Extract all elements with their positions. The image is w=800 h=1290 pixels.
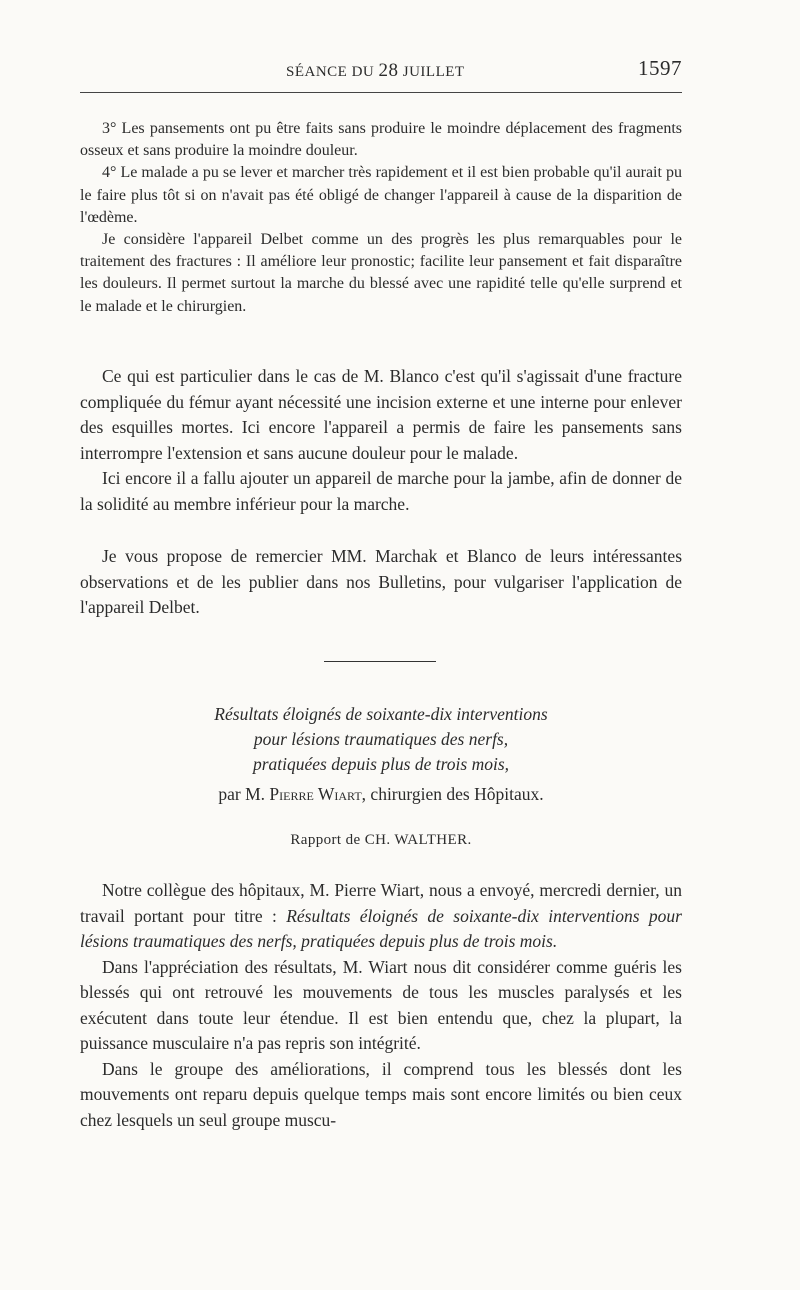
paragraph: Je vous propose de remercier MM. Marchak et Blanco de leurs intéressantes observations et de les publier dans nos Bulletins, pour vulgariser l'application de l'appareil Delbet. [80,546,682,617]
header-title-suffix: JUILLET [402,64,465,80]
cited-title: Résultats éloignés de soixante-dix interventions pour lésions traumatiques des nerfs, pratiquées depuis plus de trois mois. [80,905,682,951]
paragraph-text: Notre collègue des hôpitaux, M. Pierre Wiart, nous a envoyé, mercredi dernier, un travail portant pour titre : [80,880,682,926]
byline-prefix: par M. [218,784,266,804]
paragraph: Dans l'appréciation des résultats, M. Wiart nous dit considérer comme guéris les blessés qui ont retrouvé les mouvements de tous les muscles paralysés et les exécutent dans toute leur étendue. Il est bien entendu que, chez la plupart, la puissance musculaire n'a pas repris son intégrité. [80,956,682,1053]
article-title-line: Résultats éloignés de soixante-dix interventions [214,704,548,724]
byline-suffix: , chirurgien des Hôpitaux. [361,784,544,804]
paragraph: Je considère l'appareil Delbet comme un des progrès les plus remarquables pour le traitement des fractures : Il améliore leur pronostic; facilite leur pansement et fait disparaître les douleurs. Il permet surtout la marche du blessé avec une rapidité telle qu'elle surprend et le malade et le chirurgien. [80,231,682,315]
report-line: Rapport de CH. WALTHER. [290,832,472,848]
running-header [80,56,682,86]
paragraph: Ici encore il a fallu ajouter un appareil de marche pour la jambe, afin de donner de la solidité au membre inférieur pour la marche. [80,468,682,514]
article-byline [80,784,682,805]
paragraph: 3° Les pansements ont pu être faits sans produire le moindre déplacement des fragments osseux et sans produire la moindre douleur. [80,120,682,160]
header-title-prefix: SÉANCE DU [286,64,375,80]
section-separator [324,661,436,662]
paragraph: Dans le groupe des améliorations, il comprend tous les blessés dont les mouvements ont reparu depuis quelque temps mais sont encore limités ou bien ceux chez lesquels un seul groupe muscu- [80,1058,682,1130]
author-name: Pierre Wiart [269,784,362,804]
header-title [286,60,465,82]
large-text-block [80,364,682,621]
article-title-line: pour lésions traumatiques des nerfs, [253,729,509,749]
article-title-line: pratiquées depuis plus de trois mois, [252,754,509,774]
page-number: 1597 [638,56,682,80]
article-title [80,702,682,777]
article-body [80,878,682,1133]
header-title-day: 28 [378,60,399,81]
header-rule [80,92,682,93]
paragraph: 4° Le malade a pu se lever et marcher très rapidement et il est bien probable qu'il aurait pu le faire plus tôt si on n'avait pas été obligé de changer l'appareil à cause de la disparition de l'œdème. [80,164,682,226]
small-text-block [80,118,682,318]
paragraph [80,878,682,955]
paragraph: Ce qui est particulier dans le cas de M. Blanco c'est qu'il s'agissait d'une fracture compliquée du fémur ayant nécessité une incision externe et une interne pour enlever des esquilles mortes. Ici encore l'appareil a permis de faire les pansements sans interrompre l'extension et sans aucune douleur pour le malade. [80,366,682,463]
